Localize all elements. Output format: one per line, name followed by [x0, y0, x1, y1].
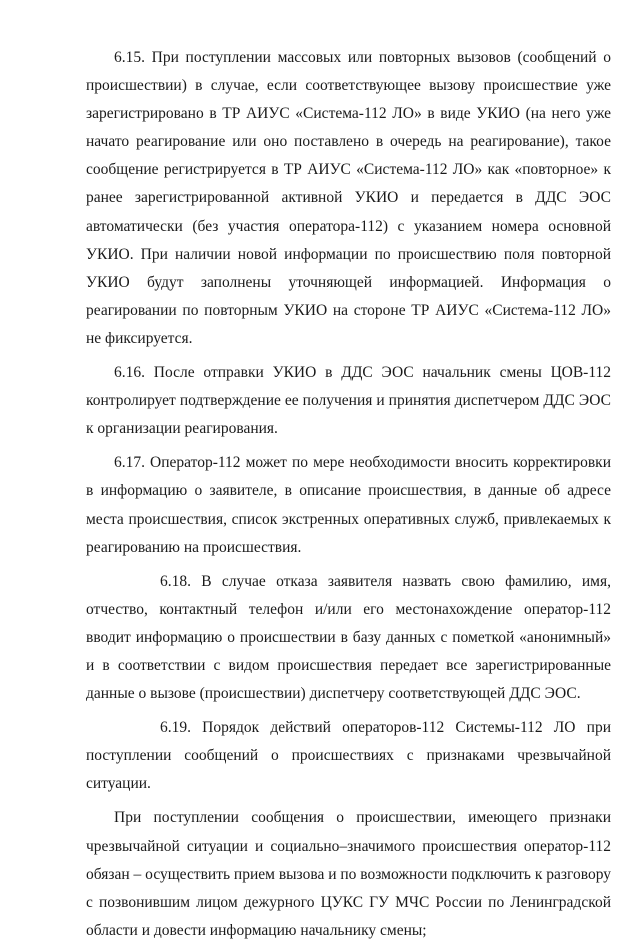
paragraph-6-15: 6.15. При поступлении массовых или повторных вызовов (сообщений о происшествии) в случае, если соответствующее вызову происшествие уже зарегистрировано в ТР АИУС «Система-112 ЛО» в виде УКИО (на него уже начато реагирование или оно поставлено в очередь на реагирование), такое сообщение регистрируется в ТР АИУС «Система-112 ЛО» как «повторное» к ранее зарегистрированной активной УКИО и передается в ДДС ЭОС автоматически (без участия оператора-112) с указанием номера основной УКИО. При наличии новой информации по происшествию поля повторной УКИО будут заполнены уточняющей информацией. Информация о реагировании по повторным УКИО на стороне ТР АИУС «Система-112 ЛО» не фиксируется.	[86, 49, 611, 347]
paragraph-6-19: 6.19. Порядок действий операторов-112 Системы-112 ЛО при поступлении сообщений о происшествиях с признаками чрезвычайной ситуации.	[86, 719, 611, 793]
paragraph-emergency-procedure: При поступлении сообщения о происшествии, имеющего признаки чрезвычайной ситуации и социально–значимого происшествия оператор-112 обязан – осуществить прием вызова и по возможности подключить к разговору с позвонившим лицом дежурного ЦУКС ГУ МЧС России по Ленинградской области и довести информацию начальнику смены;	[86, 809, 611, 939]
paragraph-6-16: 6.16. После отправки УКИО в ДДС ЭОС начальник смены ЦОВ-112 контролирует подтверждение ее получения и принятия диспетчером ДДС ЭОС к организации реагирования.	[86, 364, 611, 438]
document-page	[86, 44, 611, 939]
paragraph-6-18: 6.18. В случае отказа заявителя назвать свою фамилию, имя, отчество, контактный телефон и/или его местонахождение оператор-112 вводит информацию о происшествии в базу данных с пометкой «анонимный» и в соответствии с видом происшествия передает все зарегистрированные данные о вызове (происшествии) диспетчеру соответствующей ДДС ЭОС.	[86, 572, 611, 703]
paragraph-6-17: 6.17. Оператор-112 может по мере необходимости вносить корректировки в информацию о заявителе, в описание происшествия, в данные об адресе места происшествия, список экстренных оперативных служб, привлекаемых к реагированию на происшествия.	[86, 454, 611, 556]
